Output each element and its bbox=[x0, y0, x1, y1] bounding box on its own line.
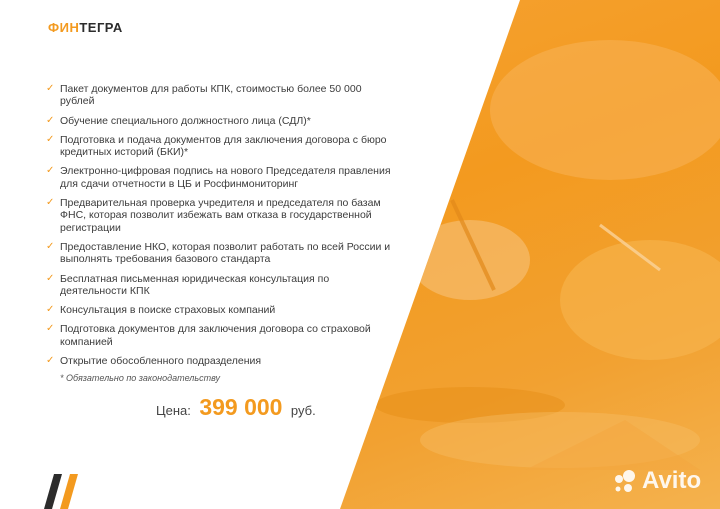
checkmark-icon: ✓ bbox=[46, 272, 55, 284]
list-item bbox=[46, 83, 396, 108]
feature-text: Консультация в поиске страховых компаний bbox=[60, 304, 276, 317]
checkmark-icon: ✓ bbox=[46, 197, 55, 209]
decorative-stripes-icon bbox=[44, 474, 84, 509]
checkmark-icon: ✓ bbox=[46, 165, 55, 177]
feature-text: Обучение специального должностного лица (СДЛ)* bbox=[60, 114, 311, 127]
price-value: 399 000 bbox=[199, 394, 283, 420]
checkmark-icon: ✓ bbox=[46, 304, 55, 316]
avito-watermark-text: Avito bbox=[642, 467, 702, 494]
list-item bbox=[46, 273, 396, 298]
list-item bbox=[46, 323, 396, 348]
feature-text: Подготовка документов для заключения договора со страховой компанией bbox=[60, 323, 371, 348]
brand-logo-part2: ТЕГРА bbox=[79, 20, 123, 35]
price-block bbox=[156, 394, 316, 421]
avito-watermark bbox=[612, 467, 701, 495]
brand-logo-part1: ФИН bbox=[48, 20, 80, 35]
checkmark-icon: ✓ bbox=[46, 114, 55, 126]
list-item bbox=[46, 197, 396, 234]
checkmark-icon: ✓ bbox=[46, 355, 55, 367]
list-item bbox=[46, 134, 396, 159]
checkmark-icon: ✓ bbox=[46, 323, 55, 335]
price-label: Цена: bbox=[156, 403, 191, 418]
feature-text: Бесплатная письменная юридическая консультация по деятельности КПК bbox=[60, 272, 330, 298]
features-list bbox=[46, 83, 396, 374]
feature-text: Подготовка и подача документов для заключения договора с бюро кредитных историй (БКИ)* bbox=[60, 133, 387, 159]
price-currency: руб. bbox=[290, 403, 316, 418]
feature-text: Пакет документов для работы КПК, стоимостью более 50 000 рублей bbox=[60, 83, 362, 108]
feature-text: Открытие обособленного подразделения bbox=[60, 355, 262, 368]
list-item bbox=[46, 241, 396, 266]
avito-logo-icon bbox=[612, 468, 638, 494]
list-item bbox=[46, 304, 396, 316]
checkmark-icon: ✓ bbox=[46, 83, 55, 94]
brand-logo bbox=[48, 20, 123, 35]
checkmark-icon: ✓ bbox=[46, 133, 55, 145]
list-item bbox=[46, 115, 396, 127]
feature-text: Предоставление НКО, которая позволит работать по всей России и выполнять требования базового стандарта bbox=[60, 241, 391, 266]
checkmark-icon: ✓ bbox=[46, 241, 55, 253]
footnote: * Обязательно по законодательству bbox=[60, 373, 220, 383]
feature-text: Электронно-цифровая подпись на нового Председателя правления для сдачи отчетности в ЦБ и Росфинмониторинг bbox=[60, 165, 391, 190]
list-item bbox=[46, 165, 396, 190]
feature-text: Предварительная проверка учредителя и председателя по базам ФНС, которая позволит избежать вам отказа в государственной регистрации bbox=[60, 197, 381, 234]
list-item bbox=[46, 355, 396, 367]
